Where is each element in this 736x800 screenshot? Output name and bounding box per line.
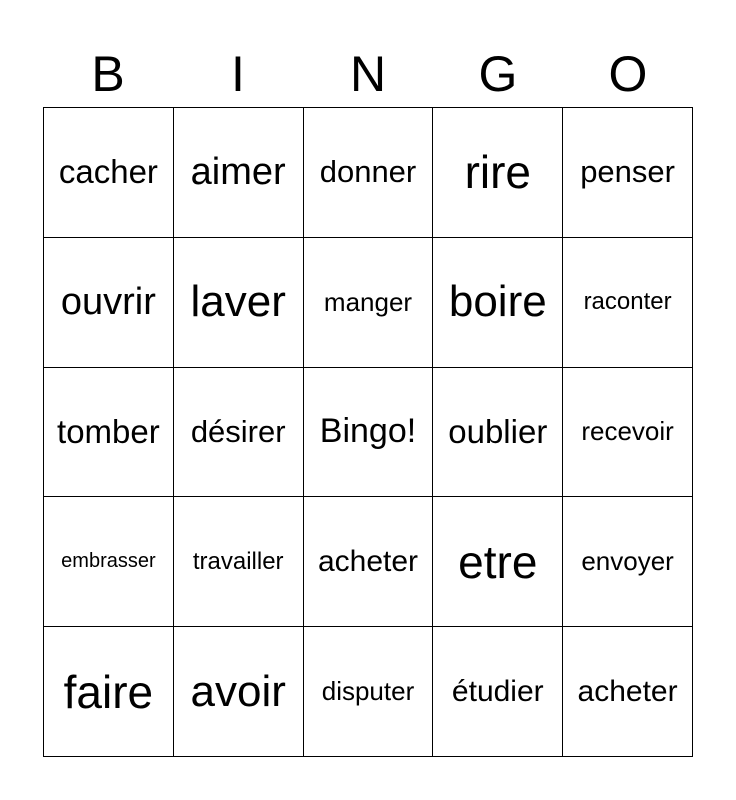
bingo-cell[interactable]: envoyer xyxy=(563,497,693,627)
header-letter-o: O xyxy=(608,46,648,102)
bingo-cell[interactable]: acheter xyxy=(304,497,434,627)
bingo-cell[interactable]: laver xyxy=(174,238,304,368)
bingo-cell[interactable]: rire xyxy=(433,108,563,238)
bingo-cell[interactable]: tomber xyxy=(44,368,174,498)
bingo-cell[interactable]: désirer xyxy=(174,368,304,498)
bingo-cell[interactable]: etre xyxy=(433,497,563,627)
bingo-cell[interactable]: avoir xyxy=(174,627,304,757)
header-letter-b: B xyxy=(91,46,125,102)
bingo-cell[interactable]: raconter xyxy=(563,238,693,368)
bingo-cell[interactable]: disputer xyxy=(304,627,434,757)
free-space-cell[interactable]: Bingo! xyxy=(304,368,434,498)
bingo-cell[interactable]: manger xyxy=(304,238,434,368)
bingo-cell[interactable]: aimer xyxy=(174,108,304,238)
bingo-cell[interactable]: oublier xyxy=(433,368,563,498)
bingo-cell[interactable]: faire xyxy=(44,627,174,757)
bingo-cell[interactable]: boire xyxy=(433,238,563,368)
bingo-board xyxy=(43,107,693,757)
bingo-cell[interactable]: acheter xyxy=(563,627,693,757)
header-letter-i: I xyxy=(231,46,245,102)
bingo-cell[interactable]: ouvrir xyxy=(44,238,174,368)
bingo-header xyxy=(43,44,693,104)
bingo-cell[interactable]: cacher xyxy=(44,108,174,238)
bingo-cell[interactable]: penser xyxy=(563,108,693,238)
header-letter-n: N xyxy=(349,46,387,102)
bingo-cell[interactable]: étudier xyxy=(433,627,563,757)
header-letter-g: G xyxy=(478,46,518,102)
bingo-cell[interactable]: travailler xyxy=(174,497,304,627)
bingo-cell[interactable]: recevoir xyxy=(563,368,693,498)
bingo-cell[interactable]: embrasser xyxy=(44,497,174,627)
bingo-cell[interactable]: donner xyxy=(304,108,434,238)
